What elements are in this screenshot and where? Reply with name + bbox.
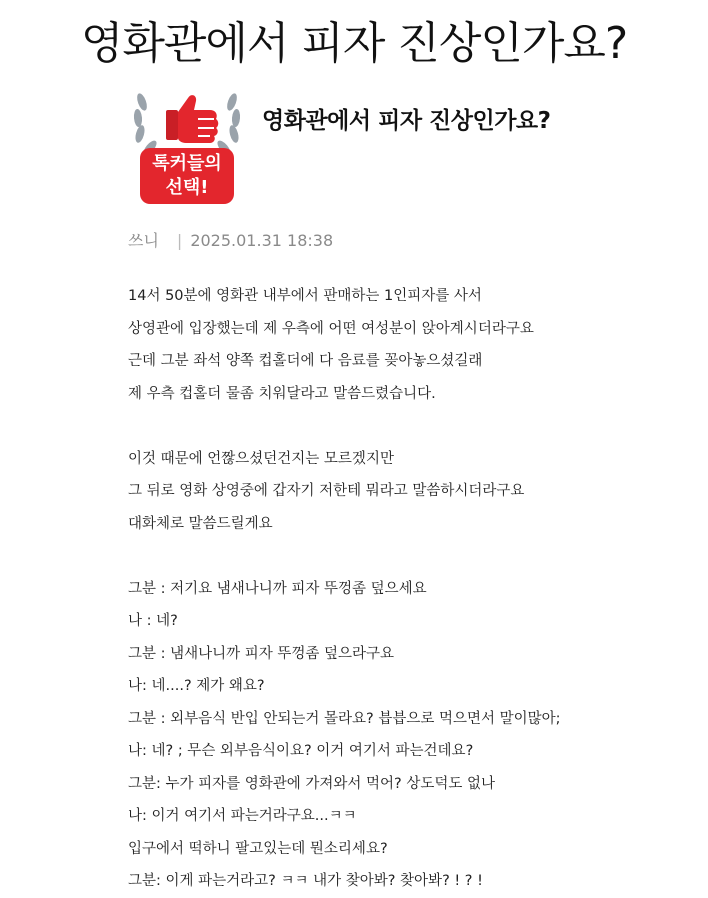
- dialogue-line: 입구에서 떡하니 팔고있는데 뭔소리세요?: [128, 840, 388, 857]
- paragraph-gap: [128, 540, 688, 573]
- meta-separator: |: [176, 231, 183, 250]
- post-title: 영화관에서 피자 진상인가요?: [262, 108, 551, 134]
- body-line: 상영관에 입장했는데 제 우측에 어떤 여성분이 앉아계시더라구요: [128, 320, 534, 337]
- author-name[interactable]: 쓰니: [128, 231, 159, 250]
- badge-line-1: 톡커들의: [152, 153, 222, 174]
- body-line: 근데 그분 좌석 양쪽 컵홀더에 다 음료를 꽂아놓으셨길래: [128, 353, 483, 369]
- toker-choice-badge: [128, 88, 246, 216]
- page-title: 영화관에서 피자 진상인가요?: [80, 18, 628, 69]
- badge-label: [140, 148, 234, 204]
- dialogue-line: 그분 : 외부음식 반입 안되는거 몰라요? 븝븝으로 먹으면서 말이많아;: [128, 710, 561, 727]
- body-line: 14서 50분에 영화관 내부에서 판매하는 1인피자를 사서: [128, 288, 482, 304]
- dialogue-line: 나: 이거 여기서 파는거라구요...ㅋㅋ: [128, 808, 357, 824]
- body-line: 그 뒤로 영화 상영중에 갑자기 저한테 뭐라고 말씀하시더라구요: [128, 483, 525, 499]
- dialogue-line: 그분 : 저기요 냄새나니까 피자 뚜껑좀 덮으세요: [128, 580, 427, 597]
- dialogue-line: 나: 네? ; 무슨 외부음식이요? 이거 여기서 파는건데요?: [128, 743, 474, 759]
- paragraph-gap: [128, 410, 688, 443]
- body-line: 대화체로 말씀드릴게요: [128, 515, 273, 532]
- body-line: 제 우측 컵홀더 물좀 치워달라고 말씀드렸습니다.: [128, 385, 436, 402]
- dialogue-line: 그분: 누가 피자를 영화관에 가져와서 먹어? 상도덕도 없나: [128, 775, 496, 792]
- post-date: 2025.01.31 18:38: [190, 231, 334, 250]
- dialogue-line: 그분: 이게 파는거라고? ㅋㅋ 내가 찾아봐? 찾아봐? ! ? !: [128, 873, 483, 889]
- post-body: [128, 280, 688, 898]
- dialogue-line: 나 : 네?: [128, 613, 178, 629]
- dialogue-line: 나: 네....? 제가 왜요?: [128, 678, 265, 694]
- body-line: 이것 때문에 언짢으셨던건지는 모르겠지만: [128, 450, 394, 467]
- badge-line-2: 선택!: [165, 177, 209, 198]
- post-meta: [128, 228, 333, 251]
- dialogue-line: 그분 : 냄새나니까 피자 뚜껑좀 덮으라구요: [128, 645, 395, 662]
